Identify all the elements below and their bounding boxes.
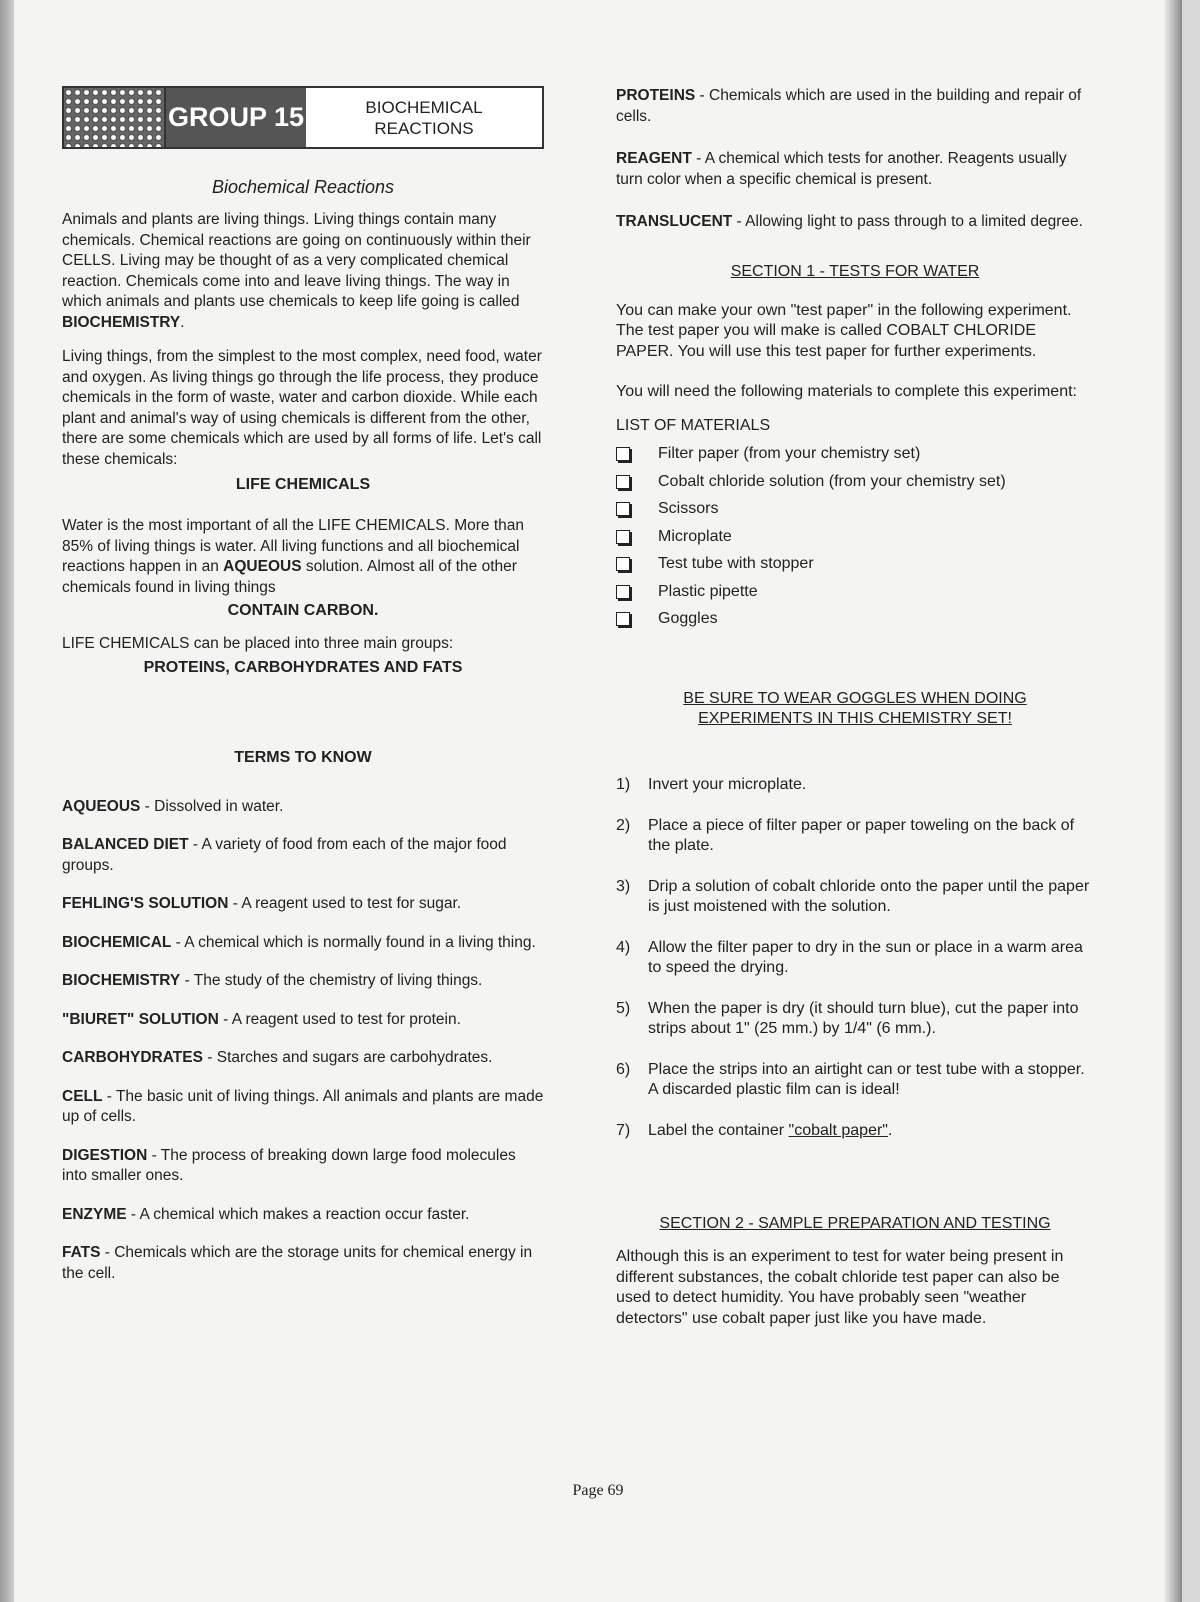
page-edge [1164, 0, 1182, 1602]
term-biochemistry: BIOCHEMISTRY - The study of the chemistry of living things. [62, 972, 483, 989]
group-title-line2: REACTIONS [374, 118, 474, 138]
checkbox-icon[interactable] [616, 475, 630, 489]
groups-paragraph: LIFE CHEMICALS can be placed into three main groups: [62, 635, 454, 652]
terms-heading: TERMS TO KNOW [234, 748, 372, 766]
goggles-warning: BE SURE TO WEAR GOGGLES WHEN DOING EXPERIMENTS IN THIS CHEMISTRY SET! [683, 690, 1027, 727]
page-number: Page 69 [572, 1482, 624, 1499]
step-item: 7) Label the container "cobalt paper". [616, 1122, 893, 1139]
step-item: 5) When the paper is dry (it should turn blue), cut the paper into strips about 1" (25 mm.) by 1/4" (6 mm.). [616, 1000, 1079, 1037]
life-process-paragraph: Living things, from the simplest to the most complex, need food, water and oxygen. As living things go through the life process, they produce chemicals in the form of waste, water and carbon dioxide. While each plant and animal's way of using chemicals is different from the other, there are some chemicals which are used by all forms of life. Let's call these chemicals: [62, 348, 542, 468]
document-page [14, 0, 1182, 1602]
checkbox-icon[interactable] [616, 447, 630, 461]
material-item: Scissors [616, 496, 1094, 524]
steps-list [616, 775, 1094, 1141]
step-item: 1) Invert your microplate. [616, 776, 807, 793]
term-digestion: DIGESTION - The process of breaking down large food molecules into smaller ones. [62, 1146, 516, 1184]
section-subtitle: Biochemical Reactions [211, 177, 395, 197]
checkbox-icon[interactable] [616, 502, 630, 516]
right-column [616, 86, 1094, 1329]
material-item: Test tube with stopper [616, 551, 1094, 579]
material-item: Cobalt chloride solution (from your chemistry set) [616, 468, 1094, 496]
materials-heading: LIST OF MATERIALS [616, 416, 771, 434]
term-biochemical: BIOCHEMICAL - A chemical which is normally found in a living thing. [62, 933, 536, 951]
section1-intro: You can make your own "test paper" in the following experiment. The test paper you will make is called COBALT CHLORIDE PAPER. You will use this test paper for further experiments. [616, 301, 1072, 360]
left-column [62, 86, 544, 1302]
term-enzyme: ENZYME - A chemical which makes a reaction occur faster. [62, 1205, 470, 1223]
groups-heading: PROTEINS, CARBOHYDRATES AND FATS [143, 658, 463, 676]
checkbox-icon[interactable] [616, 612, 630, 626]
step-item: 3) Drip a solution of cobalt chloride onto the paper until the paper is just moistened with the solution. [616, 878, 1090, 915]
water-paragraph: Water is the most important of all the LIFE CHEMICALS. More than 85% of living things is water. All living functions and all biochemical reactions happen in an AQUEOUS solution. Almost all of the other chemicals found in living things [62, 517, 525, 596]
term-fehlings-solution: FEHLING'S SOLUTION - A reagent used to test for sugar. [62, 895, 462, 912]
term-balanced-diet: BALANCED DIET - A variety of food from each of the major food groups. [62, 836, 507, 874]
group-title [306, 88, 542, 147]
section2-heading: SECTION 2 - SAMPLE PREPARATION AND TESTING [659, 1215, 1051, 1232]
microplate-graphic-icon [64, 88, 166, 147]
checkbox-icon[interactable] [616, 557, 630, 571]
step-item: 4) Allow the filter paper to dry in the sun or place in a warm area to speed the drying. [616, 939, 1083, 976]
term-cell: CELL - The basic unit of living things. All animals and plants are made up of cells. [62, 1087, 544, 1125]
checkbox-icon[interactable] [616, 585, 630, 599]
term-proteins: PROTEINS - Chemicals which are used in the building and repair of cells. [616, 87, 1082, 125]
term-carbohydrates: CARBOHYDRATES - Starches and sugars are carbohydrates. [62, 1049, 493, 1066]
group-title-line1: BIOCHEMICAL [365, 97, 483, 117]
step-item: 6) Place the strips into an airtight can or test tube with a stopper. A discarded plastic film can is ideal! [616, 1061, 1085, 1098]
group-header [62, 86, 544, 149]
materials-list [616, 441, 1094, 634]
material-item: Plastic pipette [616, 578, 1094, 606]
section1-materials-intro: You will need the following materials to complete this experiment: [616, 383, 1077, 400]
term-reagent: REAGENT - A chemical which tests for another. Reagents usually turn color when a specific chemical is present. [616, 150, 1067, 188]
group-number: GROUP 15 [166, 88, 306, 147]
section2-intro: Although this is an experiment to test for water being present in different substances, the cobalt chloride test paper can also be used to detect humidity. You have probably seen "weather detectors" use cobalt paper just like you have made. [616, 1248, 1064, 1327]
terms-list [62, 797, 544, 1285]
material-item: Microplate [616, 523, 1094, 551]
intro-paragraph: Animals and plants are living things. Living things contain many chemicals. Chemical reactions are going on continuously within their CELLS. Living may be thought of as a very complicated chemical reaction. Chemicals come into and leave living things. The way in which animals and plants use chemicals to keep life going is called BIOCHEMISTRY. [62, 211, 531, 331]
life-chemicals-heading: LIFE CHEMICALS [235, 476, 371, 493]
section1-heading: SECTION 1 - TESTS FOR WATER [730, 262, 980, 280]
term-translucent: TRANSLUCENT - Allowing light to pass through to a limited degree. [616, 213, 1083, 230]
material-item: Goggles [616, 606, 1094, 634]
step-item: 2) Place a piece of filter paper or paper toweling on the back of the plate. [616, 817, 1075, 854]
term-aqueous: AQUEOUS - Dissolved in water. [62, 797, 284, 815]
contain-carbon-heading: CONTAIN CARBON. [227, 602, 379, 619]
term-fats: FATS - Chemicals which are the storage units for chemical energy in the cell. [62, 1244, 533, 1282]
term-biuret-solution: "BIURET" SOLUTION - A reagent used to test for protein. [62, 1010, 461, 1028]
binding-shadow [0, 0, 14, 1602]
material-item: Filter paper (from your chemistry set) [616, 441, 1094, 469]
checkbox-icon[interactable] [616, 530, 630, 544]
